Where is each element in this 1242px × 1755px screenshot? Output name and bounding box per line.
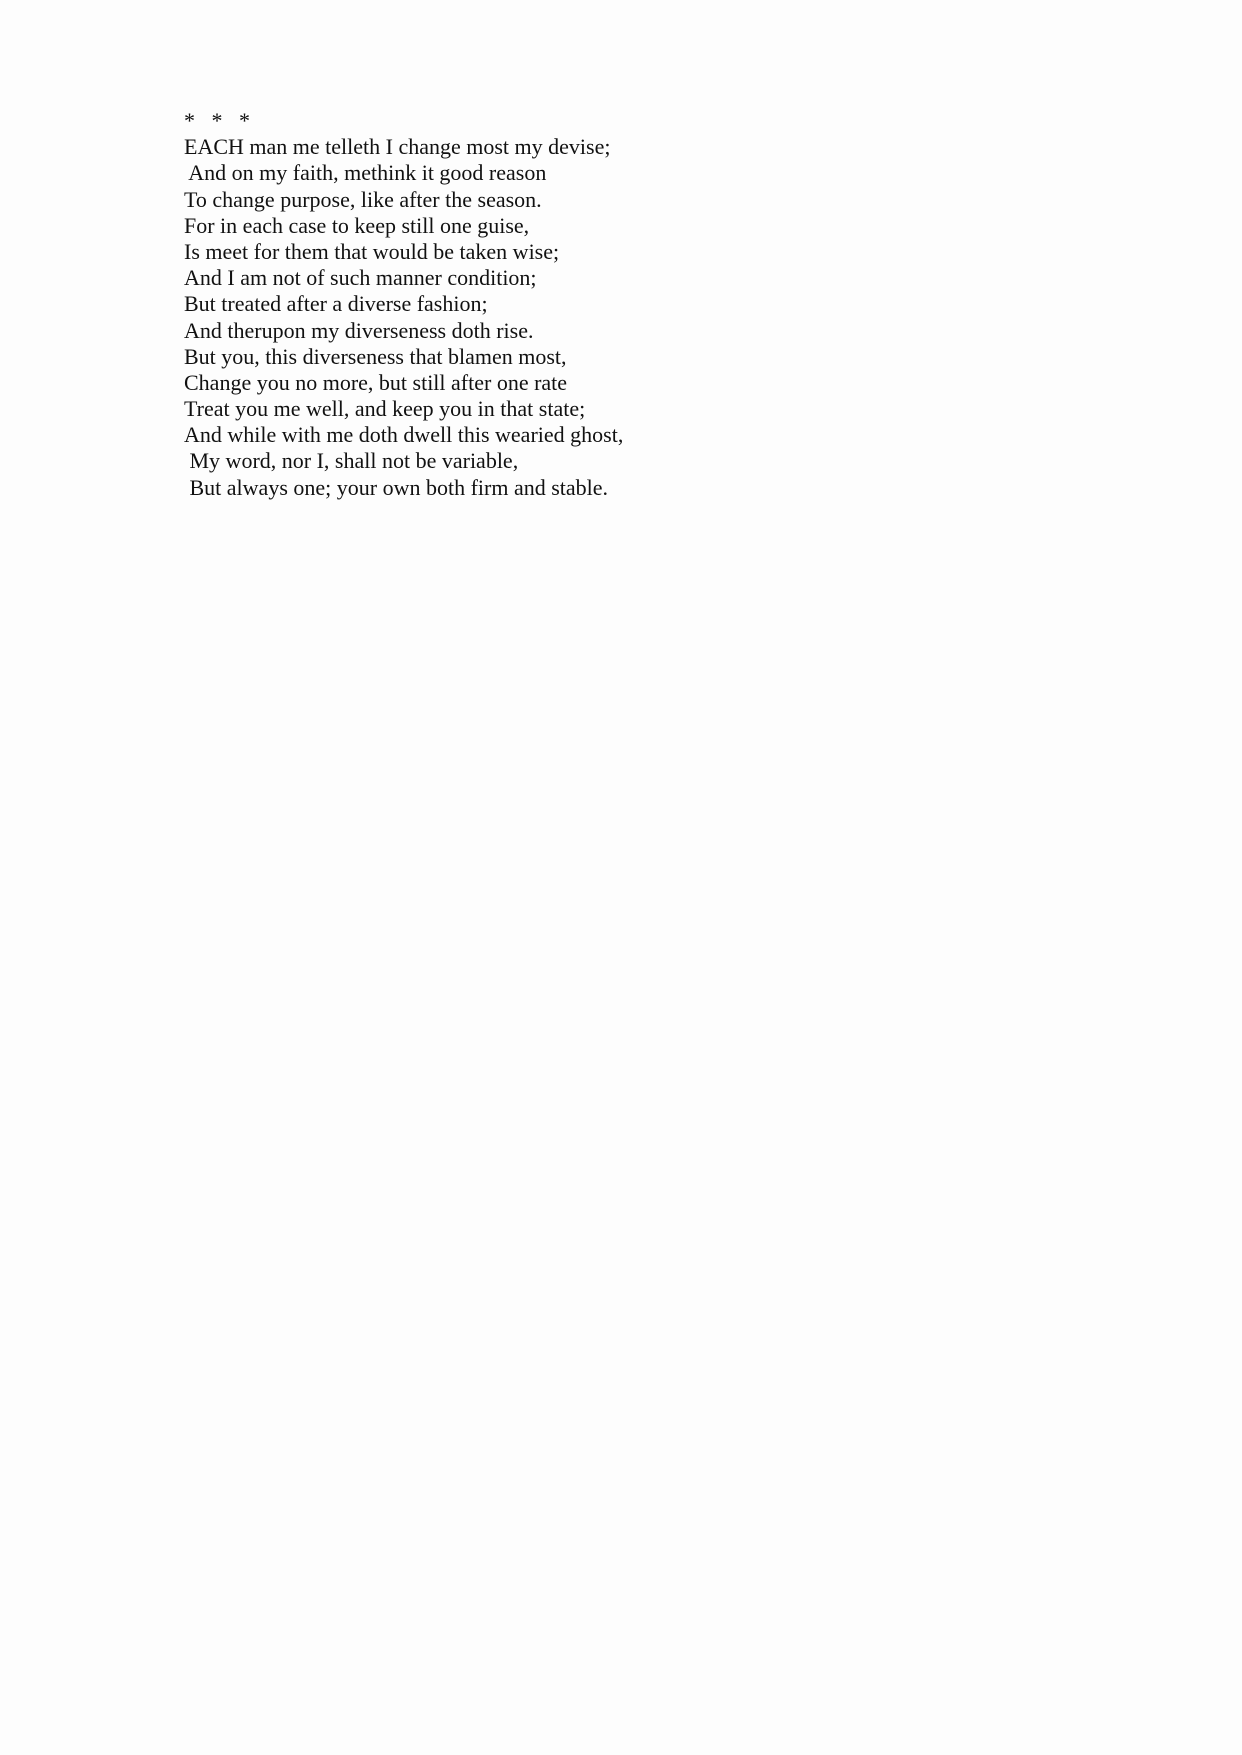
poem-line-12: And while with me doth dwell this wearied ghost,	[184, 422, 624, 448]
poem-block	[184, 108, 884, 501]
poem-line-11: Treat you me well, and keep you in that state;	[184, 396, 586, 422]
poem-line-1: EACH man me telleth I change most my devise;	[184, 134, 611, 160]
poem-line-2: And on my faith, methink it good reason	[184, 160, 547, 186]
section-marker: * * *	[184, 108, 250, 133]
poem-line-5: Is meet for them that would be taken wise;	[184, 238, 560, 264]
poem-line-14: But always one; your own both firm and stable.	[184, 474, 609, 500]
poem-line-7: But treated after a diverse fashion;	[184, 291, 488, 317]
poem-line-4: For in each case to keep still one guise,	[184, 212, 530, 238]
poem-line-9: But you, this diverseness that blamen most,	[184, 343, 567, 369]
poem-line-8: And therupon my diverseness doth rise.	[184, 317, 534, 343]
poem-line-3: To change purpose, like after the season.	[184, 186, 542, 212]
poem-line-6: And I am not of such manner condition;	[184, 265, 537, 291]
poem-line-13: My word, nor I, shall not be variable,	[184, 448, 519, 474]
poem-line-10: Change you no more, but still after one rate	[184, 369, 568, 395]
